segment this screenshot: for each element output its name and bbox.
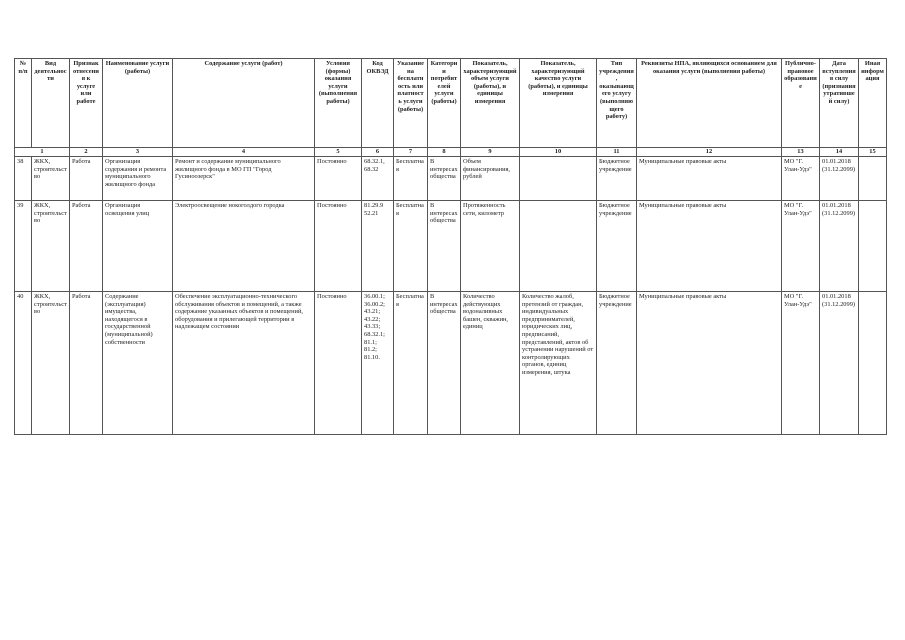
column-number: 4: [173, 148, 315, 157]
column-number: 13: [782, 148, 820, 157]
header-cell: Категории потребителей услуги (работы): [428, 59, 461, 148]
service-name-cell: Организация освещения улиц: [103, 201, 173, 292]
volume-cell: Протяженность сети, километр: [461, 201, 520, 292]
header-cell: Дата вступления в силу (признания утратившей силу): [820, 59, 859, 148]
header-cell: Иная информация: [859, 59, 887, 148]
column-number: 3: [103, 148, 173, 157]
activity-cell: ЖКХ, строительство: [32, 157, 70, 201]
kind-cell: Работа: [70, 157, 103, 201]
row-number: 38: [15, 157, 32, 201]
column-number: 7: [394, 148, 428, 157]
table-row: [15, 201, 887, 292]
quality-cell: Количество жалоб, претензий от граждан, индивидуальных предпринимателей, юридических лиц, предписаний, представлений, актов об устранении нарушений от контролирующих органов, единиц измерения, штука: [520, 292, 597, 435]
header-cell: Вид деятельности: [32, 59, 70, 148]
activity-cell: ЖКХ, строительство: [32, 292, 70, 435]
header-cell: Признак отнесения к услуге или работе: [70, 59, 103, 148]
header-cell: Показатель, характеризующий качество услуги (работы), и единицы измерения: [520, 59, 597, 148]
payment-cell: Бесплатна я: [394, 292, 428, 435]
header-cell: Показатель, характеризующий объем услуги (работы), и единицы измерения: [461, 59, 520, 148]
header-cell: Условия (формы) оказания услуги (выполнения работы): [315, 59, 362, 148]
conditions-cell: Постоянно: [315, 292, 362, 435]
quality-cell: [520, 201, 597, 292]
header-cell: Реквизиты НПА, являющихся основанием для оказания услуги (выполнения работы): [637, 59, 782, 148]
kind-cell: Работа: [70, 201, 103, 292]
institution-type-cell: Бюджетное учреждение: [597, 292, 637, 435]
other-cell: [859, 201, 887, 292]
table-row: [15, 157, 887, 201]
payment-cell: Бесплатна я: [394, 157, 428, 201]
npa-cell: Муниципальные правовые акты: [637, 201, 782, 292]
header-cell: Указание на бесплатность или платность услуги (работы): [394, 59, 428, 148]
service-name-cell: Содержание (эксплуатация) имущества, находящегося в государственной (муниципальной) собственности: [103, 292, 173, 435]
date-cell: 01.01.2018 (31.12.2099): [820, 201, 859, 292]
column-number-row: [15, 148, 887, 157]
column-number: 9: [461, 148, 520, 157]
services-table: [14, 58, 887, 435]
other-cell: [859, 292, 887, 435]
volume-cell: Объем финансирования, рублей: [461, 157, 520, 201]
column-number: 1: [15, 148, 70, 157]
header-cell: Тип учреждения, оказывающего услугу (выполняющего работу): [597, 59, 637, 148]
okved-cell: 36.00.1; 36.00.2; 43.21; 43.22; 43.33; 68.32.1; 81.1; 81.2; 81.10.: [362, 292, 394, 435]
header-cell: Код ОКВЭД: [362, 59, 394, 148]
entity-cell: МО "Г. Улан-Удэ": [782, 157, 820, 201]
institution-type-cell: Бюджетное учреждение: [597, 157, 637, 201]
row-number: 39: [15, 201, 32, 292]
column-number: 15: [859, 148, 887, 157]
column-number: 5: [315, 148, 362, 157]
activity-cell: ЖКХ, строительство: [32, 201, 70, 292]
content-cell: Ремонт и содержание муниципального жилищного фонда в МО ГП "Город Гусиноозерск": [173, 157, 315, 201]
header-cell: Содержание услуги (работ): [173, 59, 315, 148]
header-row: [15, 59, 887, 148]
header-cell: № п/п: [15, 59, 32, 148]
content-cell: Электроосвещение нокоголдого городка: [173, 201, 315, 292]
date-cell: 01.01.2018 (31.12.2099): [820, 292, 859, 435]
quality-cell: [520, 157, 597, 201]
consumers-cell: В интересах общества: [428, 292, 461, 435]
column-number: 11: [597, 148, 637, 157]
other-cell: [859, 157, 887, 201]
entity-cell: МО "Г. Улан-Удэ": [782, 201, 820, 292]
npa-cell: Муниципальные правовые акты: [637, 292, 782, 435]
consumers-cell: В интересах общества: [428, 157, 461, 201]
volume-cell: Количество действующих водоналивных башен, скважин, единиц: [461, 292, 520, 435]
column-number: 10: [520, 148, 597, 157]
content-cell: Обеспечение эксплуатационно-технического обслуживания объектов и помещений, а также содержание указанных объектов и помещений, оборудования и прилегающей территории в надлежащем состоянии: [173, 292, 315, 435]
service-name-cell: Организация содержания и ремонта муниципального жилищного фонда: [103, 157, 173, 201]
column-number: 2: [70, 148, 103, 157]
conditions-cell: Постоянно: [315, 201, 362, 292]
npa-cell: Муниципальные правовые акты: [637, 157, 782, 201]
entity-cell: МО "Г. Улан-Удэ": [782, 292, 820, 435]
column-number: 14: [820, 148, 859, 157]
okved-cell: 81.29.9 52.21: [362, 201, 394, 292]
header-cell: Публично-правовое образование: [782, 59, 820, 148]
column-number: 12: [637, 148, 782, 157]
table-row: [15, 292, 887, 435]
column-number: 8: [428, 148, 461, 157]
column-number: 6: [362, 148, 394, 157]
row-number: 40: [15, 292, 32, 435]
consumers-cell: В интересах общества: [428, 201, 461, 292]
payment-cell: Бесплатна я: [394, 201, 428, 292]
conditions-cell: Постоянно: [315, 157, 362, 201]
okved-cell: 68.32.1, 68.32: [362, 157, 394, 201]
header-cell: Наименование услуги (работы): [103, 59, 173, 148]
institution-type-cell: Бюджетное учреждение: [597, 201, 637, 292]
date-cell: 01.01.2018 (31.12.2099): [820, 157, 859, 201]
kind-cell: Работа: [70, 292, 103, 435]
